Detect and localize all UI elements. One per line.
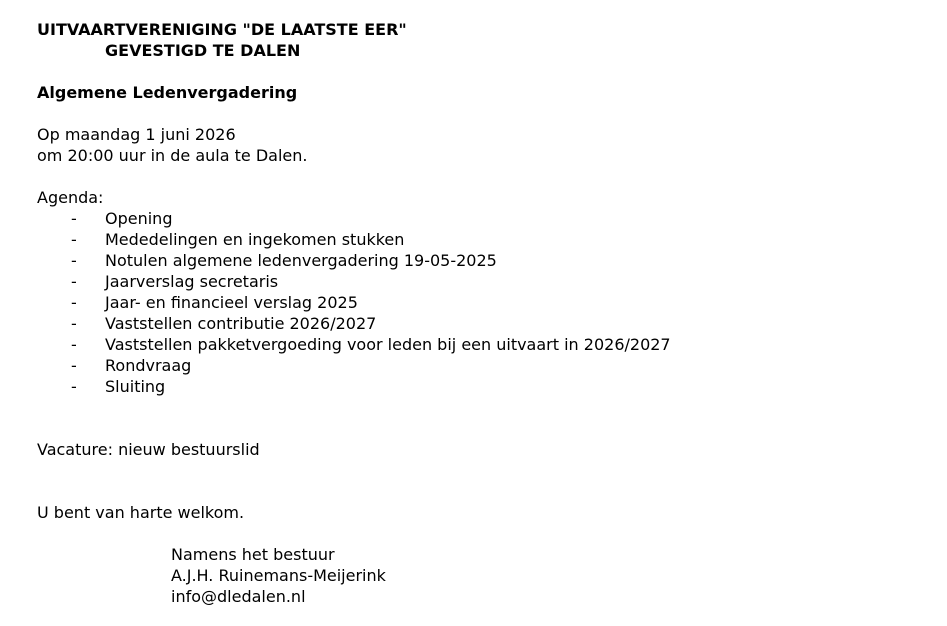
agenda-item-text: Sluiting — [105, 377, 166, 396]
agenda-bullet: - — [71, 272, 77, 291]
agenda-item — [37, 250, 917, 271]
welcome-text: U bent van harte welkom. — [37, 503, 245, 522]
agenda-bullet: - — [71, 230, 77, 249]
meeting-title: Algemene Ledenvergadering — [37, 83, 298, 102]
organization-name: UITVAARTVERENIGING "DE LAATSTE EER" — [37, 20, 407, 39]
agenda-item — [37, 292, 917, 313]
agenda-bullet: - — [71, 335, 77, 354]
agenda-bullet: - — [71, 209, 77, 228]
agenda-bullet: - — [71, 356, 77, 375]
agenda-section — [37, 187, 917, 397]
agenda-bullet: - — [71, 251, 77, 270]
document-page — [37, 19, 917, 607]
signature-name: A.J.H. Ruinemans-Meijerink — [171, 566, 386, 585]
signature-block — [37, 544, 917, 607]
agenda-item — [37, 313, 917, 334]
agenda-item — [37, 355, 917, 376]
agenda-item-text: Jaar- en financieel verslag 2025 — [105, 293, 358, 312]
agenda-item — [37, 334, 917, 355]
agenda-item-text: Notulen algemene ledenvergadering 19-05-2025 — [105, 251, 497, 270]
meeting-details — [37, 124, 917, 166]
agenda-item-text: Opening — [105, 209, 173, 228]
agenda-label: Agenda: — [37, 188, 104, 207]
organization-location: GEVESTIGD TE DALEN — [105, 41, 301, 60]
agenda-item-text: Vaststellen contributie 2026/2027 — [105, 314, 377, 333]
agenda-item — [37, 229, 917, 250]
agenda-item-text: Vaststellen pakketvergoeding voor leden bij een uitvaart in 2026/2027 — [105, 335, 671, 354]
agenda-bullet: - — [71, 377, 77, 396]
signature-email: info@dledalen.nl — [171, 587, 306, 606]
agenda-item — [37, 208, 917, 229]
meeting-date: Op maandag 1 juni 2026 — [37, 125, 236, 144]
agenda-bullet: - — [71, 314, 77, 333]
agenda-item — [37, 376, 917, 397]
agenda-bullet: - — [71, 293, 77, 312]
signature-on-behalf: Namens het bestuur — [171, 545, 335, 564]
agenda-list — [37, 208, 917, 397]
agenda-item — [37, 271, 917, 292]
agenda-item-text: Mededelingen en ingekomen stukken — [105, 230, 405, 249]
agenda-item-text: Rondvraag — [105, 356, 192, 375]
meeting-time-location: om 20:00 uur in de aula te Dalen. — [37, 146, 308, 165]
agenda-item-text: Jaarverslag secretaris — [105, 272, 279, 291]
vacancy-notice: Vacature: nieuw bestuurslid — [37, 440, 260, 459]
